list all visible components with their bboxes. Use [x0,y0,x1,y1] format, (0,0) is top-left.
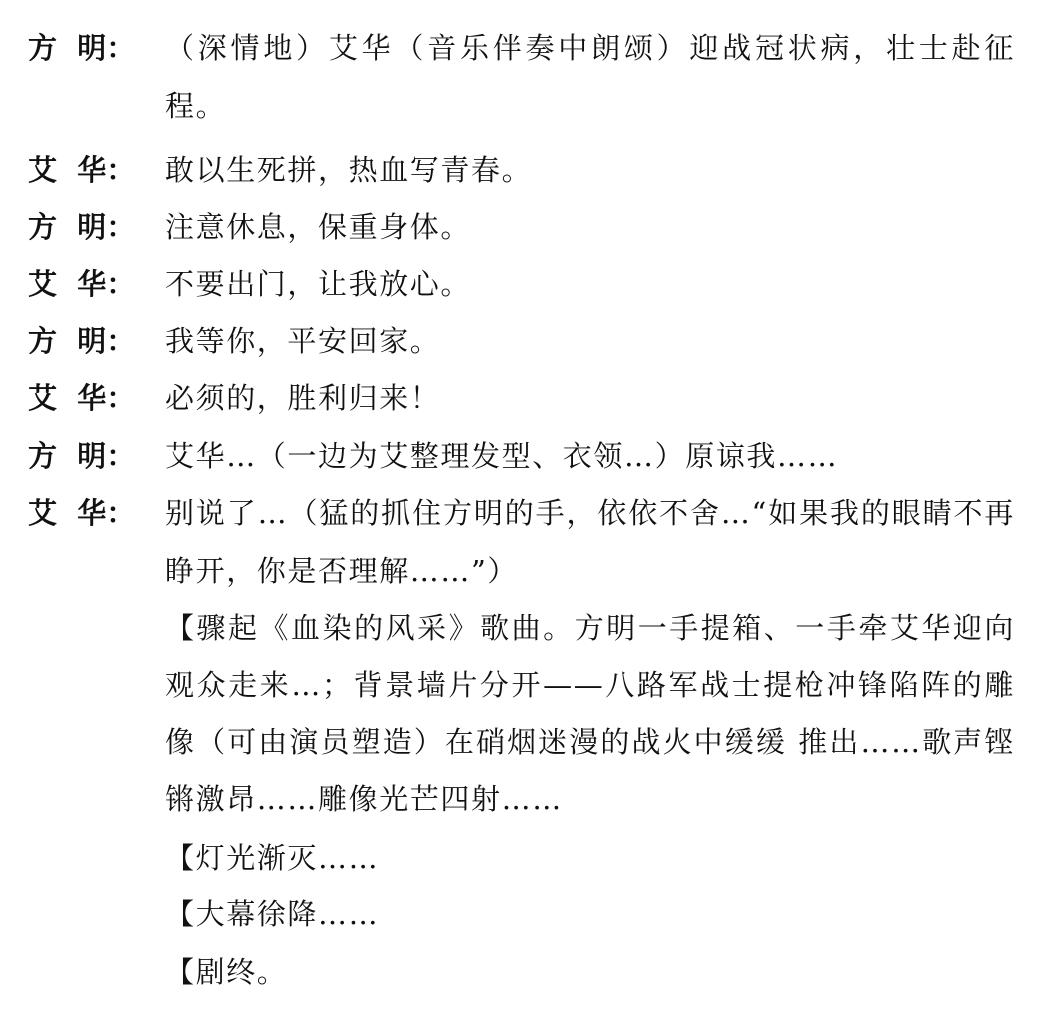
speaker-label: 方 明： [28,31,136,65]
dialogue-text: 我等你，平安回家。 [165,324,441,358]
dialogue-text: 注意休息，保重身体。 [165,210,472,244]
dialogue-line [0,260,1043,308]
speaker-label: 艾 华： [28,267,136,301]
dialogue-line [0,432,1043,480]
stage-direction: 【骤起《血染的风采》歌曲。方明一手提箱、一手牵艾华迎向观众走来…；背景墙片分开——八路军战士提枪冲锋陷阵的雕像（可由演员塑造）在硝烟迷漫的战火中缓缓 推出……歌声铿锵激昂……雕像光芒四射…… [165,611,1015,816]
speaker-label: 艾 华： [28,381,136,415]
speaker-label: 方 明： [28,210,136,244]
stage-direction: 【灯光渐灭…… [165,841,380,875]
dialogue-line [0,146,1043,194]
dialogue-text: 艾华…（一边为艾整理发型、衣领…）原谅我…… [165,439,839,473]
dialogue-line [0,24,1043,123]
speaker-label: 方 明： [28,439,136,473]
dialogue-line [0,489,1043,588]
speaker-label: 艾 华： [28,153,136,187]
speaker-label: 艾 华： [28,496,136,530]
dialogue-text: 敢以生死拼，热血写青春。 [165,153,533,187]
dialogue-line [0,317,1043,365]
dialogue-line [0,374,1043,422]
stage-direction: 【剧终。 [165,955,288,989]
dialogue-text: 别说了…（猛的抓住方明的手，依依不舍…“如果我的眼睛不再睁开，你是否理解……”） [165,496,1015,588]
dialogue-line [0,203,1043,251]
dialogue-text: 必须的，胜利归来！ [165,381,441,415]
stage-direction: 【大幕徐降…… [165,897,380,931]
speaker-label: 方 明： [28,324,136,358]
dialogue-text: （深情地）艾华（音乐伴奏中朗颂）迎战冠状病，壮士赴征程。 [165,31,1015,123]
dialogue-text: 不要出门，让我放心。 [165,267,472,301]
